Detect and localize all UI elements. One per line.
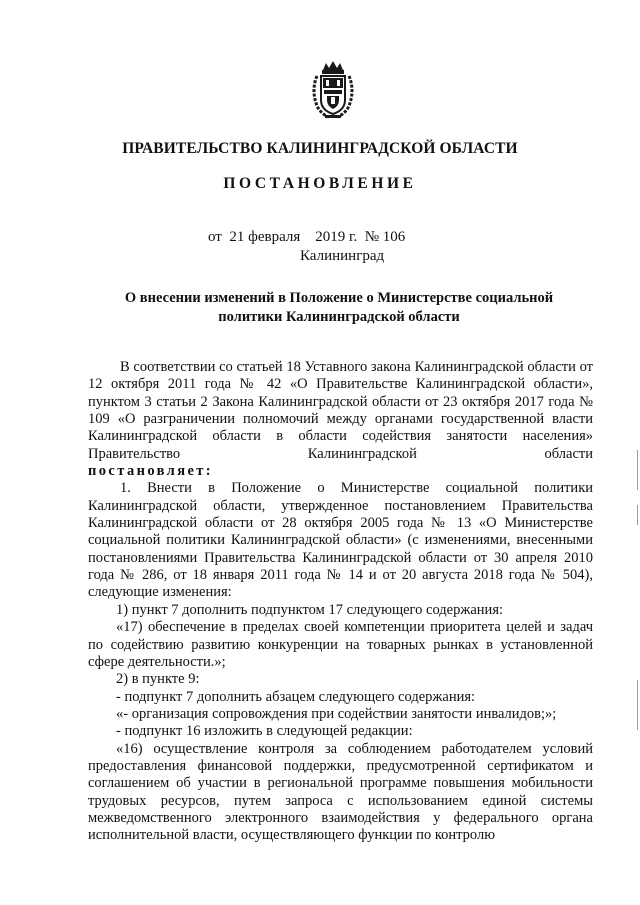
document-type-title: ПОСТАНОВЛЕНИЕ <box>223 175 417 192</box>
paragraph-preamble: В соответствии со статьей 18 Уставного закона Калининградской области от 12 октября 2011 года № 42 «О Правительстве Калининградской области», пунктом 3 статьи 2 Закона Калининградской области от 23 октября 2017 года № 109 «О разграничении полномочий между органами государственной власти Калининградской области в области содействия занятости населения» Правительство Калининградской области <box>88 359 593 462</box>
paragraph-subitem-1: 1) пункт 7 дополнить подпунктом 17 следующего содержания: <box>116 601 504 618</box>
decree-number: № 106 <box>364 229 406 245</box>
paragraph-dash-2: - подпункт 16 изложить в следующей редакции: <box>116 723 413 740</box>
date-prefix: от <box>208 229 222 245</box>
subject-line-1: О внесении изменений в Положение о Министерстве социальной <box>124 290 554 306</box>
scan-mark <box>637 680 638 730</box>
coat-of-arms-icon <box>309 60 357 120</box>
date-day-month: 21 февраля <box>229 229 301 245</box>
government-title: ПРАВИТЕЛЬСТВО КАЛИНИНГРАДСКОЙ ОБЛАСТИ <box>122 140 518 157</box>
paragraph-quote-16: «16) осуществление контроля за соблюдением работодателем условий предоставления финансовой поддержки, предусмотренной сертификатом и соглашением об участии в региональной программе повышения мобильности трудовых ресурсов, путем запроса с использованием единой системы межведомственного электронного взаимодействия у федерального органа исполнительной власти, осуществляющего функции по контролю <box>88 740 593 844</box>
scan-mark <box>637 505 638 525</box>
document-body <box>88 359 593 845</box>
paragraph-quote-17: «17) обеспечение в пределах своей компетенции приоритета целей и задач по содействию развитию конкуренции на товарных рынках в установленной сфере деятельности.»; <box>88 619 593 670</box>
paragraph-subitem-2: 2) в пункте 9: <box>116 671 200 688</box>
date-line <box>208 229 405 246</box>
subject-heading <box>100 289 578 327</box>
date-year: 2019 г. <box>315 229 358 245</box>
paragraph-dash-1: - подпункт 7 дополнить абзацем следующего содержания: <box>116 688 476 705</box>
resolve-word: постановляет: <box>88 463 214 480</box>
paragraph-resolve <box>88 463 593 480</box>
paragraph-quote-dash: «- организация сопровождения при содействии занятости инвалидов;»; <box>116 705 557 722</box>
city: Калининград <box>300 248 385 264</box>
paragraph-item-1: 1. Внести в Положение о Министерстве социальной политики Калининградской области, утвержденное постановлением Правительства Калининградской области от 28 октября 2005 года № 13 «О Министерстве социальной политики Калининградской области» (с изменениями, внесенными постановлениями Правительства Калининградской области от 30 апреля 2010 года № 286, от 18 января 2011 года № 14 и от 20 августа 2018 года № 504), следующие изменения: <box>88 480 593 601</box>
subject-line-2: политики Калининградской области <box>218 309 460 325</box>
scan-mark <box>637 450 638 490</box>
